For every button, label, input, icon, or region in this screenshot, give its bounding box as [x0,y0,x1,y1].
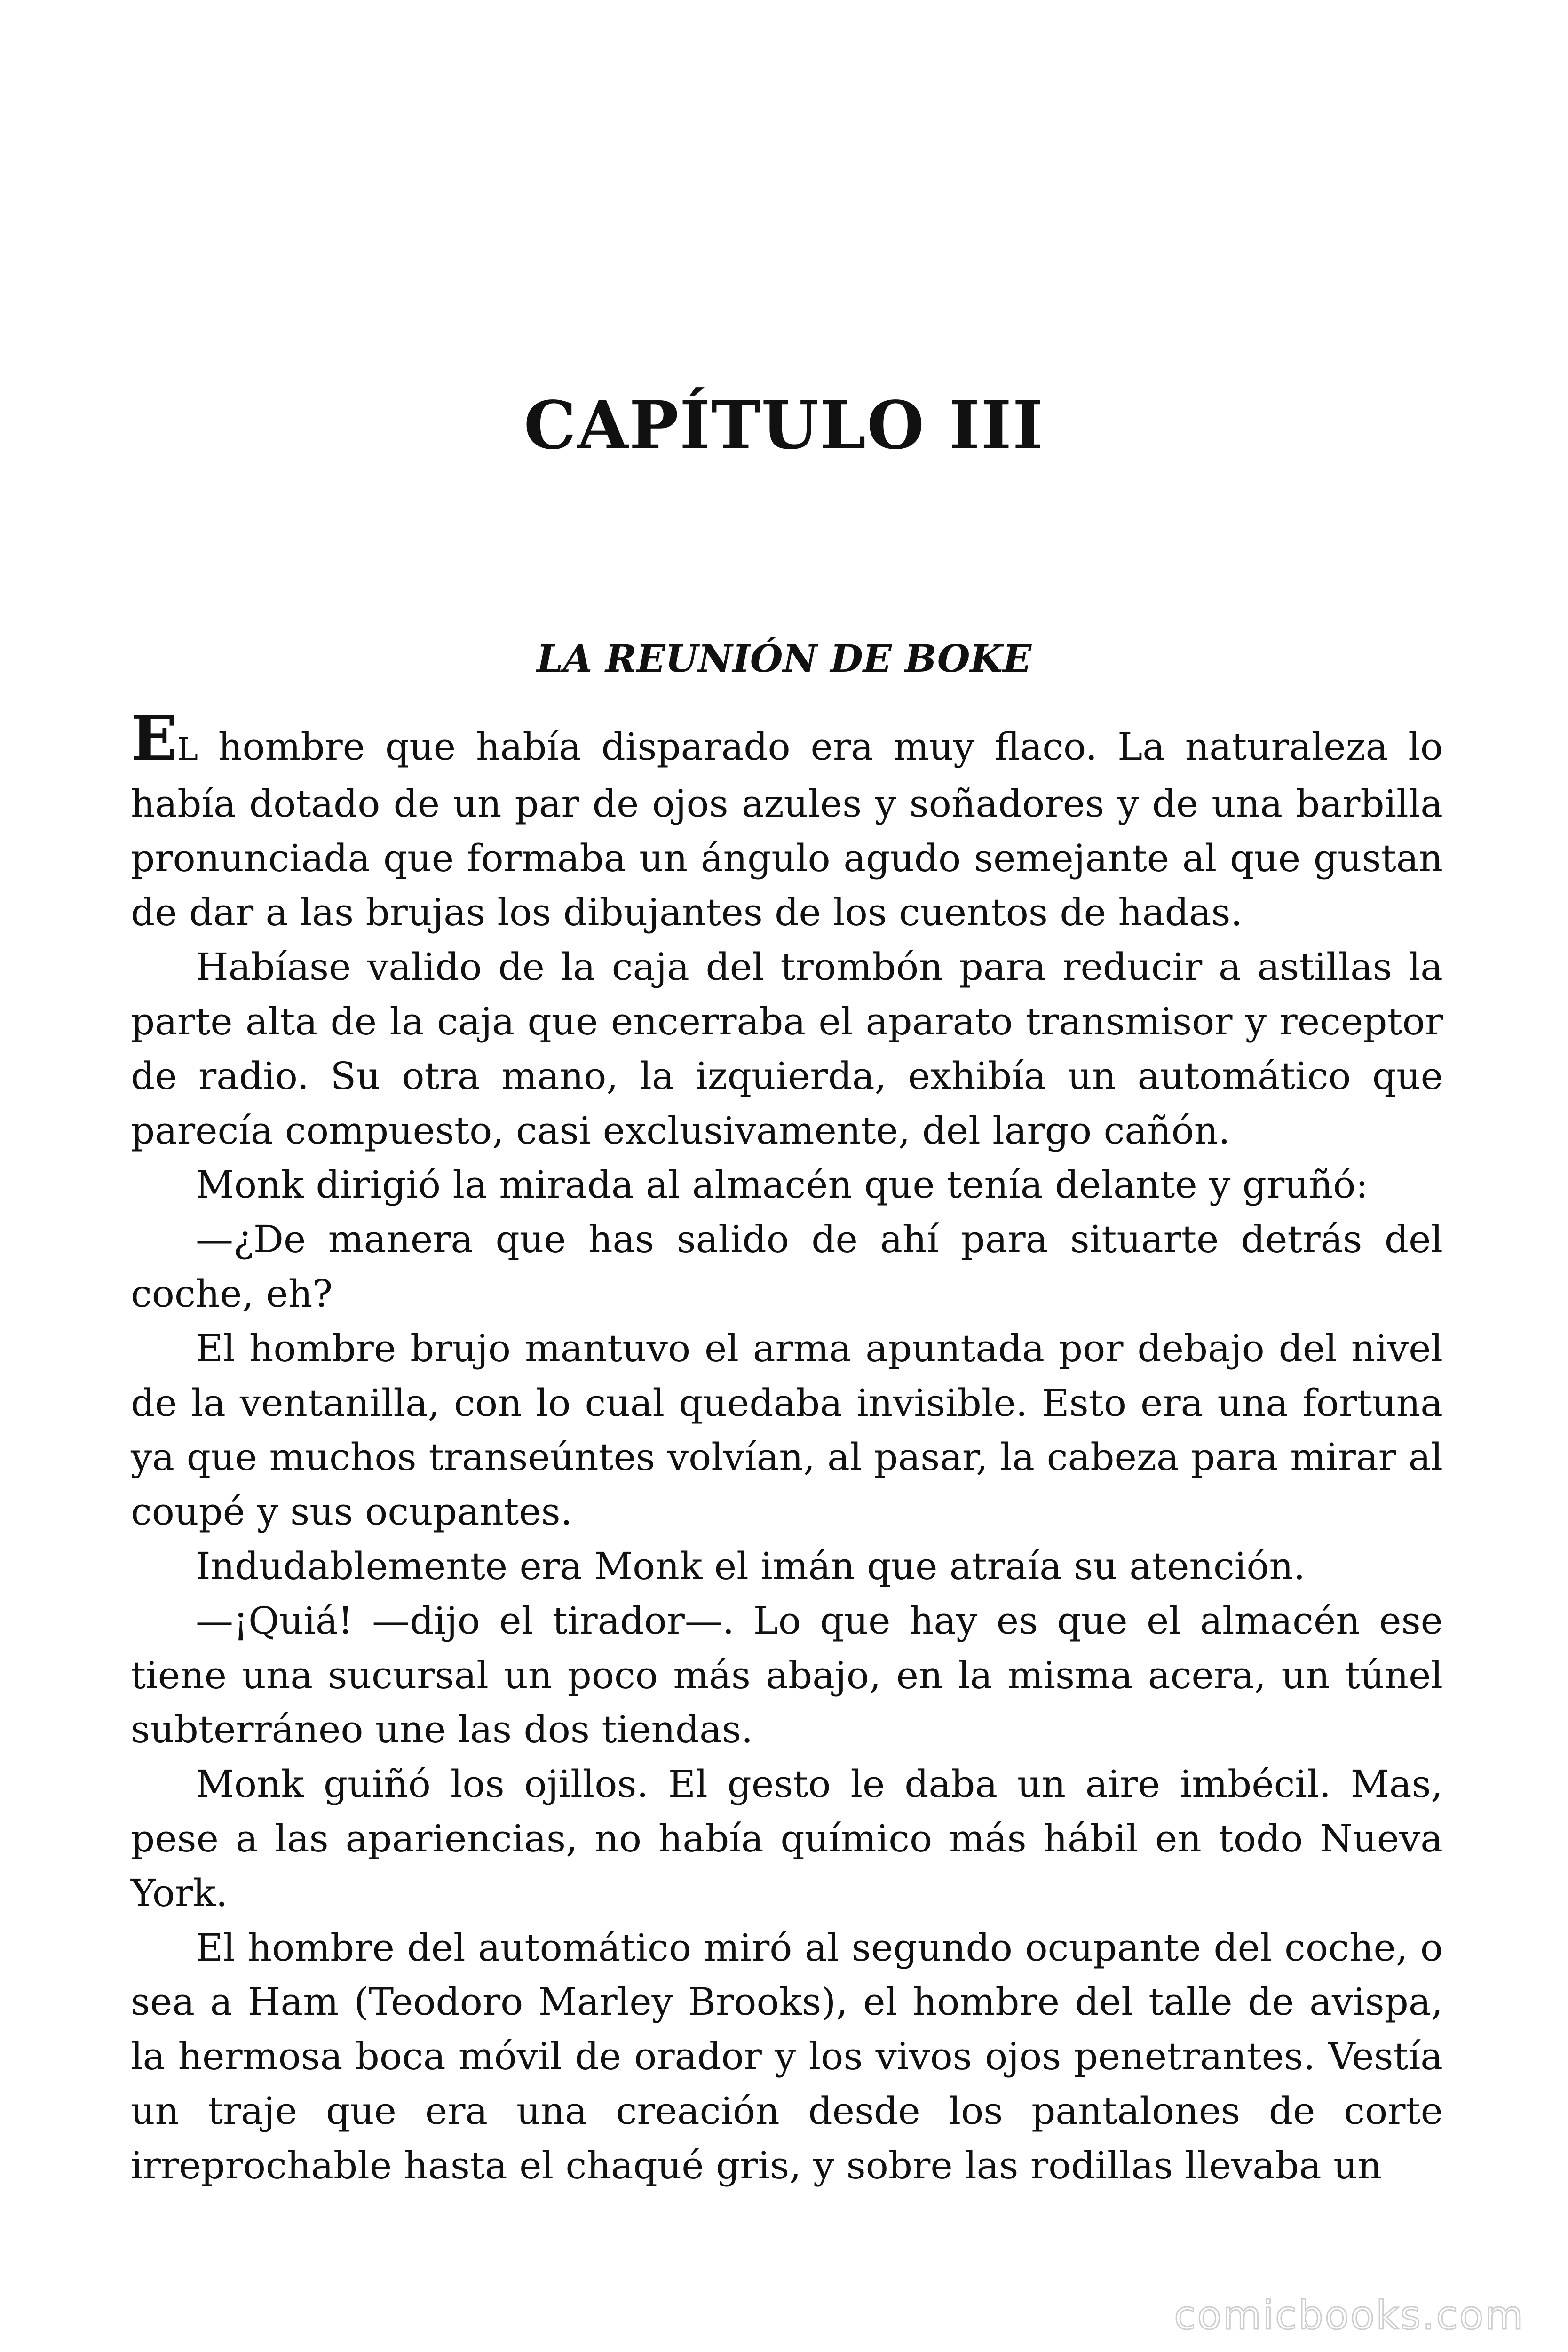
paragraph: Indudablemente era Monk el imán que atraía su atención. [196,1544,1306,1588]
chapter-body [131,702,1443,2193]
paragraph: Monk dirigió la mirada al almacén que tenía delante y gruñó: [196,1163,1369,1207]
paragraph: Monk guiñó los ojillos. El gesto le daba un aire imbécil. Mas, pese a las apariencias, no había químico más hábil en todo Nueva York. [131,1762,1443,1915]
paragraph: —¿De manera que has salido de ahí para situarte detrás del coche, eh? [131,1217,1443,1316]
paragraph-text: hombre que había disparado era muy flaco. La naturaleza lo había dotado de un par de ojos azules y soñadores y de una barbilla pronunciada que formaba un ángulo agudo semejante al que gustan de dar a las brujas los dibujantes de los cuentos de hadas. [131,725,1443,935]
drop-cap: E [131,702,178,774]
chapter-title: CAPÍTULO III [523,387,1045,464]
paragraph: Habíase valido de la caja del trombón para reducir a astillas la parte alta de la caja que encerraba el aparato transmisor y receptor de radio. Su otra mano, la izquierda, exhibía un automático que parecía compuesto, casi exclusivamente, del largo cañón. [131,945,1443,1152]
paragraph [131,702,1443,940]
paragraph: El hombre brujo mantuvo el arma apuntada por debajo del nivel de la ventanilla, con lo cual quedaba invisible. Esto era una fortuna ya que muchos transeúntes volvían, al pasar, la cabeza para mirar al coupé y sus ocupantes. [131,1326,1443,1534]
paragraph: —¡Quiá! —dijo el tirador—. Lo que hay es que el almacén ese tiene una sucursal un poco más abajo, en la misma acera, un túnel subterráneo une las dos tiendas. [131,1598,1443,1752]
paragraph: El hombre del automático miró al segundo ocupante del coche, o sea a Ham (Teodoro Marley Brooks), el hombre del talle de avispa, la hermosa boca móvil de orador y los vivos ojos penetrantes. Vestía un traje que era una creación desde los pantalones de corte irreprochable hasta el chaqué gris, y sobre las rodillas llevaba un [131,1925,1443,2187]
chapter-subtitle: LA REUNIÓN DE BOKE [536,636,1032,681]
site-watermark: comicbooks.com [1174,2292,1525,2338]
drop-cap-continuation: L [177,731,198,767]
